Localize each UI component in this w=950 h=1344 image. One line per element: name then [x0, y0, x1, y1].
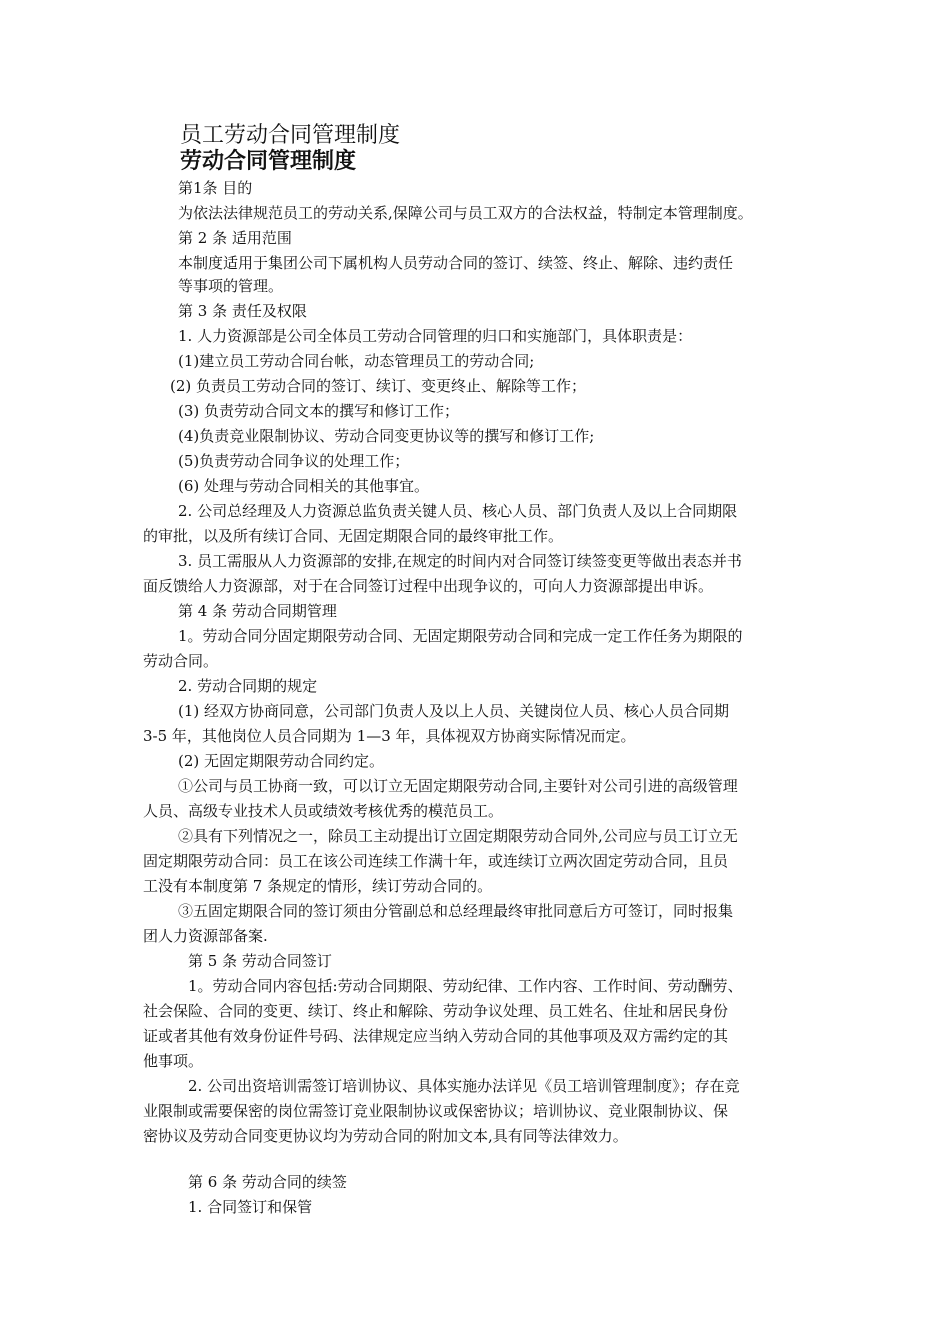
paragraph-line: 3. 员工需服从人力资源部的安排,在规定的时间内对合同签订续签变更等做出表态并书 [178, 552, 742, 570]
paragraph-line: 2. 公司总经理及人力资源总监负责关键人员、核心人员、部门负责人及以上合同期限 [178, 502, 738, 520]
paragraph-line: 他事项。 [143, 1052, 204, 1070]
article-6-heading: 第 6 条 劳动合同的续签 [188, 1173, 347, 1191]
paragraph-line: 1。劳动合同内容包括:劳动合同期限、劳动纪律、工作内容、工作时间、劳动酬劳、 [188, 977, 743, 995]
paragraph-line: 密协议及劳动合同变更协议均为劳动合同的附加文本,具有同等法律效力。 [143, 1127, 628, 1145]
paragraph-line: ②具有下列情况之一，除员工主动提出订立固定期限劳动合同外,公司应与员工订立无 [178, 827, 738, 845]
article-4-heading: 第 4 条 劳动合同期管理 [178, 602, 337, 620]
list-item: (3) 负责劳动合同文本的撰写和修订工作； [178, 402, 460, 420]
paragraph-line: 人员、高级专业技术人员或绩效考核优秀的模范员工。 [143, 802, 504, 820]
paragraph-line: 为依法法律规范员工的劳动关系,保障公司与员工双方的合法权益，特制定本管理制度。 [178, 204, 753, 222]
paragraph-line: 1。劳动合同分固定期限劳动合同、无固定期限劳动合同和完成一定工作任务为期限的 [178, 627, 743, 645]
paragraph-line: 工没有本制度第 7 条规定的情形，续订劳动合同的。 [143, 877, 493, 895]
paragraph-line: 劳动合同。 [143, 652, 219, 670]
paragraph-line: ①公司与员工协商一致，可以订立无固定期限劳动合同,主要针对公司引进的高级管理 [178, 777, 738, 795]
list-item: (5)负责劳动合同争议的处理工作； [178, 452, 410, 470]
paragraph-line: 固定期限劳动合同：员工在该公司连续工作满十年，或连续订立两次固定劳动合同，且员 [143, 852, 729, 870]
article-1-heading: 第1条 目的 [178, 179, 253, 197]
paragraph-line: 本制度适用于集团公司下属机构人员劳动合同的签订、续签、终止、解除、违约责任 [178, 254, 734, 272]
paragraph-line: (2) 无固定期限劳动合同约定。 [178, 752, 385, 770]
paragraph-line: 3-5 年，其他岗位人员合同期为 1—3 年，具体视双方协商实际情况而定。 [143, 727, 636, 745]
article-5-heading: 第 5 条 劳动合同签订 [188, 952, 332, 970]
article-3-heading: 第 3 条 责任及权限 [178, 302, 307, 320]
paragraph-line: 1. 人力资源部是公司全体员工劳动合同管理的归口和实施部门，具体职责是： [178, 327, 693, 345]
paragraph-line: 的审批，以及所有续订合同、无固定期限合同的最终审批工作。 [143, 527, 564, 545]
paragraph-line: ③五固定期限合同的签订须由分管副总和总经理最终审批同意后方可签订，同时报集 [178, 902, 734, 920]
paragraph-line: 2. 公司出资培训需签订培训协议、具体实施办法详见《员工培训管理制度》；存在竞 [188, 1077, 740, 1095]
paragraph-line: (1) 经双方协商同意，公司部门负责人及以上人员、关键岗位人员、核心人员合同期 [178, 702, 730, 720]
paragraph-line: 业限制或需要保密的岗位需签订竞业限制协议或保密协议；培训协议、竞业限制协议、保 [143, 1102, 729, 1120]
article-2-heading: 第 2 条 适用范围 [178, 229, 292, 247]
paragraph-line: 面反馈给人力资源部，对于在合同签订过程中出现争议的，可向人力资源部提出申诉。 [143, 577, 714, 595]
document-subtitle: 劳动合同管理制度 [180, 149, 357, 174]
paragraph-line: 社会保险、合同的变更、续订、终止和解除、劳动争议处理、员工姓名、住址和居民身份 [143, 1002, 729, 1020]
paragraph-line: 证或者其他有效身份证件号码、法律规定应当纳入劳动合同的其他事项及双方需约定的其 [143, 1027, 729, 1045]
list-item: (2) 负责员工劳动合同的签订、续订、变更终止、解除等工作； [170, 377, 587, 395]
list-item: (1)建立员工劳动合同台帐，动态管理员工的劳动合同; [178, 352, 535, 370]
paragraph-line: 等事项的管理。 [178, 277, 284, 295]
paragraph-line: 团人力资源部备案. [143, 927, 268, 945]
list-item: (4)负责竞业限制协议、劳动合同变更协议等的撰写和修订工作; [178, 427, 595, 445]
paragraph-line: 1. 合同签订和保管 [188, 1198, 313, 1216]
paragraph-line: 2. 劳动合同期的规定 [178, 677, 318, 695]
document-title: 员工劳动合同管理制度 [180, 123, 401, 148]
list-item: (6) 处理与劳动合同相关的其他事宜。 [178, 477, 430, 495]
